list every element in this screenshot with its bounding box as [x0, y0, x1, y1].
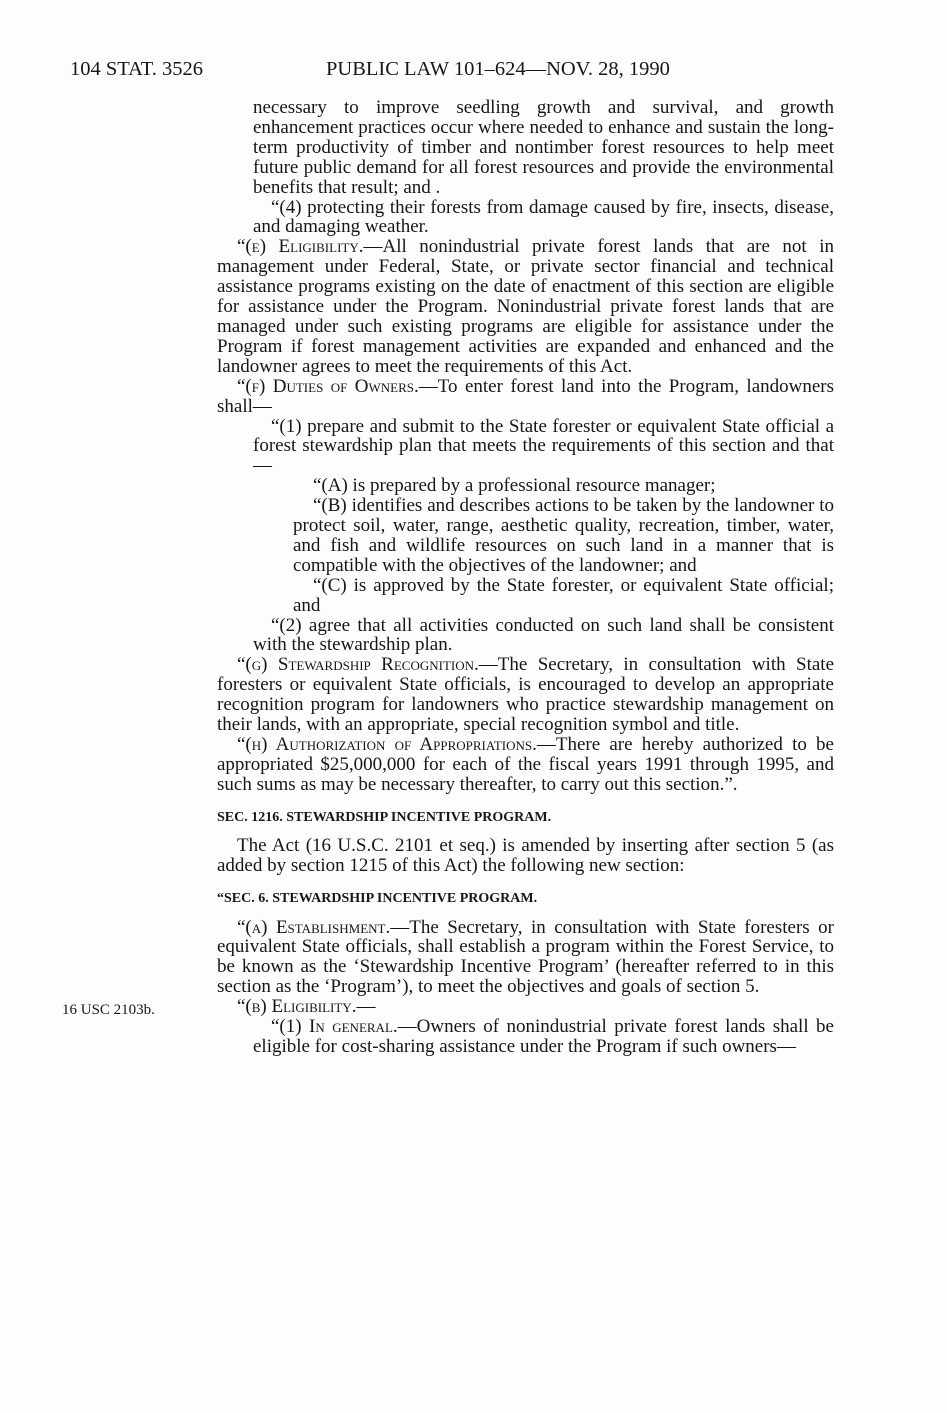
subsection-f-heading: “(f) Duties of Owners. [237, 375, 419, 397]
paragraph-4: “(4) protecting their forests from damage caused by fire, insects, disease, and damaging weather. [253, 196, 834, 238]
subsection-e-heading: “(e) Eligibility. [237, 236, 364, 258]
continued-paragraph: necessary to improve seedling growth and survival, and growth enhancement practices occur where needed to enhance and sustain the long-term productivity of timber and nontimber forest resources to help meet future public demand for all forest resources and provide the environmental benefits that result; and . [253, 97, 834, 198]
clause-fC: “(C) is approved by the State forester, or equivalent State official; and [293, 574, 834, 616]
clause-fA: “(A) is prepared by a professional resource manager; [313, 475, 716, 497]
subsection-a [217, 918, 834, 998]
paragraph-f1: “(1) prepare and submit to the State forester or equivalent State official a forest stewardship plan that meets the requirements of this section and that— [253, 415, 834, 477]
subsection-g-heading: “(g) Stewardship Recognition. [237, 654, 479, 676]
subsection-g [217, 655, 834, 735]
subsection-b-heading: “(b) Eligibility. [237, 996, 357, 1018]
section-1216-heading: SEC. 1216. STEWARDSHIP INCENTIVE PROGRAM. [217, 809, 552, 825]
paragraph-b1 [217, 1017, 834, 1057]
stat-page-number: 104 STAT. 3526 [70, 58, 203, 80]
subsection-f-text: —To enter forest land into the Program, landowners shall— [217, 375, 834, 417]
paragraph-f2: “(2) agree that all activities conducted on such land shall be consistent with the stewardship plan. [253, 614, 834, 656]
subsection-f [217, 377, 834, 417]
clause-fB: “(B) identifies and describes actions to be taken by the landowner to protect soil, water, range, aesthetic quality, recreation, timber, water, and fish and wildlife resources on such land in a manner that is compatible with the objectives of the landowner; and [293, 495, 834, 576]
amendment-text: The Act (16 U.S.C. 2101 et seq.) is amended by inserting after section 5 (as added by section 1215 of this Act) the following new section: [217, 834, 834, 876]
section-6-heading: “SEC. 6. STEWARDSHIP INCENTIVE PROGRAM. [217, 890, 538, 906]
subsection-e-text: —All nonindustrial private forest lands that are not in management under Federal, State, or private sector financial and technical assistance programs existing on the date of enactment of this section are eligible for assistance under the Program. Nonindustrial private forest lands that are managed under such existing programs are eligible for assistance under the Program if forest management activities are expanded and enhanced and the landowner agrees to meet the requirements of this Act. [217, 236, 834, 377]
subsection-e [217, 237, 834, 376]
subsection-a-text: —The Secretary, in consultation with State foresters or equivalent State officials, shall establish a program within the Forest Service, to be known as the ‘Stewardship Incentive Program’ (hereafter referred to in this section as the ‘Program’), to meet the objectives and goals of section 5. [217, 916, 834, 998]
page-header [70, 58, 840, 82]
paragraph-b1-heading: “(1) In general. [271, 1016, 398, 1038]
public-law-heading: PUBLIC LAW 101–624—NOV. 28, 1990 [326, 58, 670, 80]
subsection-h [217, 735, 834, 795]
subsection-g-text: —The Secretary, in consultation with State foresters or equivalent State officials, is encouraged to develop an appropriate recognition program for landowners who practice stewardship management on their lands, with an appropriate, special recognition symbol and title. [217, 654, 834, 736]
subsection-h-heading: “(h) Authorization of Appropriations. [237, 734, 537, 755]
subsection-b [217, 997, 834, 1017]
subsection-b-text: — [356, 996, 376, 1018]
subsection-a-heading: “(a) Establishment. [237, 916, 391, 938]
usc-margin-note: 16 USC 2103b. [62, 1002, 155, 1018]
subsection-h-text: —There are hereby authorized to be appropriated $25,000,000 for each of the fiscal years 1991 through 1995, and such sums as may be necessary thereafter, to carry out this section.”. [217, 734, 834, 795]
paragraph-b1-text: —Owners of nonindustrial private forest lands shall be eligible for cost-sharing assistance under the Program if such owners— [253, 1016, 834, 1057]
law-text-body [217, 98, 834, 1057]
